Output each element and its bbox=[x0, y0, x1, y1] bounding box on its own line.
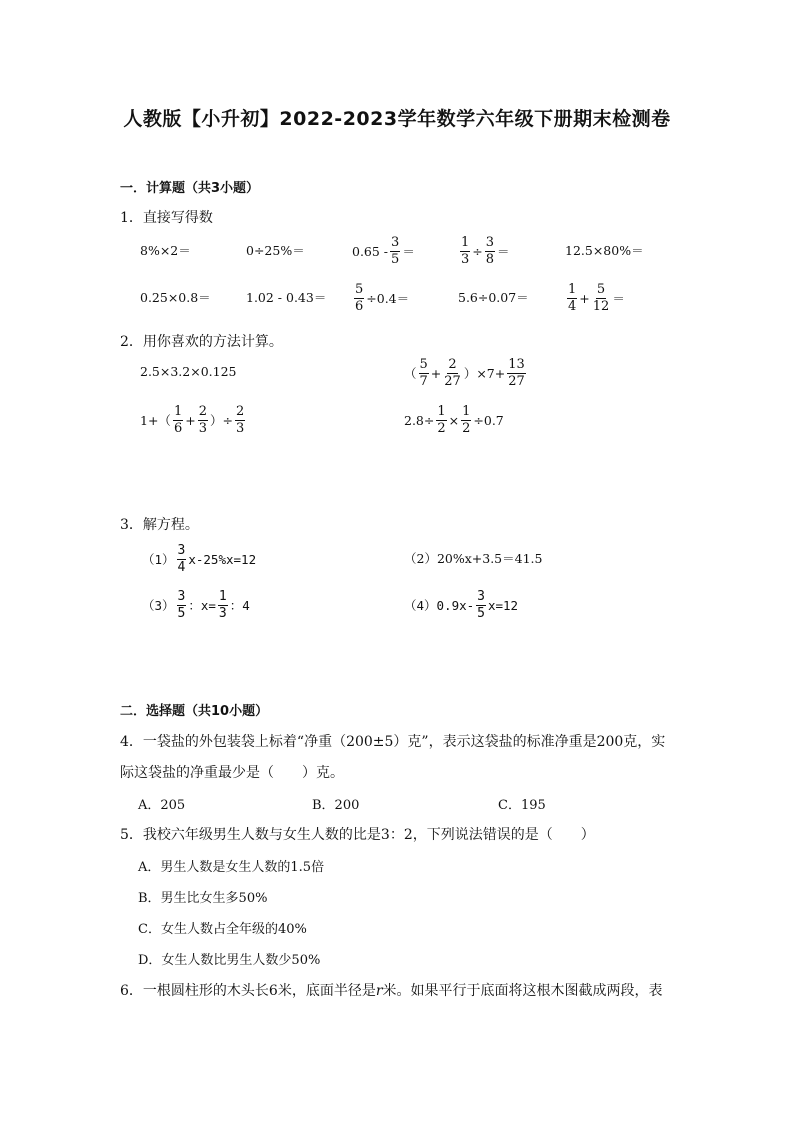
fraction: $\frac{5}{6}$ bbox=[355, 282, 364, 314]
q1-item-r2c5: $\frac{1}{4}$ + $\frac{5}{12}$ ＝ bbox=[568, 282, 625, 314]
q4-option-a[interactable]: A．205 bbox=[138, 798, 186, 813]
document-title: 人教版【小升初】2022-2023学年数学六年级下册期末检测卷 bbox=[123, 108, 671, 130]
q3-equation-1: （1） $\frac{3}{4}$ x-25%x=12 bbox=[142, 543, 257, 575]
q1-item-r1c5: 12.5×80%＝ bbox=[565, 243, 644, 258]
fraction: $\frac{5}{7}$ bbox=[419, 357, 428, 389]
fraction: $\frac{2}{3}$ bbox=[235, 404, 245, 436]
q1-item-r2c1: 0.25×0.8＝ bbox=[140, 290, 211, 305]
fraction: $\frac{3}{5}$ bbox=[391, 235, 400, 267]
fraction: $\frac{1}{3}$ bbox=[461, 235, 470, 267]
fraction: $\frac{3}{5}$ bbox=[177, 589, 186, 621]
question-4-line-2: 际这袋盐的净重最少是（ ）克。 bbox=[120, 765, 344, 781]
q4-option-c[interactable]: C．195 bbox=[498, 798, 546, 813]
fraction: $\frac{1}{2}$ bbox=[437, 404, 446, 436]
q1-item-r1c4: $\frac{1}{3}$ ÷ $\frac{3}{8}$ ＝ bbox=[461, 235, 510, 267]
q3-equation-3: （3） $\frac{3}{5}$ ：x= $\frac{1}{3}$ ：4 bbox=[142, 589, 250, 621]
q5-option-b[interactable]: B．男生比女生多50% bbox=[138, 891, 268, 906]
q3-equation-4: （4）0.9x- $\frac{3}{5}$ x=12 bbox=[404, 589, 519, 621]
fraction: $\frac{3}{5}$ bbox=[477, 589, 485, 621]
q1-item-r2c2: 1.02 - 0.43＝ bbox=[246, 290, 327, 305]
fraction: $\frac{3}{8}$ bbox=[485, 235, 495, 267]
fraction: $\frac{5}{12}$ bbox=[592, 282, 610, 314]
fraction: $\frac{13}{27}$ bbox=[508, 357, 525, 389]
question-1-label: 1．直接写得数 bbox=[120, 210, 213, 226]
q5-option-c[interactable]: C．女生人数占全年级的40% bbox=[138, 922, 307, 937]
q4-option-b[interactable]: B．200 bbox=[312, 798, 360, 813]
q2-expr-d: 2.8÷ $\frac{1}{2}$ × $\frac{1}{2}$ ÷0.7 bbox=[404, 404, 504, 436]
fraction: $\frac{1}{4}$ bbox=[568, 282, 577, 314]
q1-item-r1c1: 8%×2＝ bbox=[140, 243, 191, 258]
question-6-stem: 6．一根圆柱形的木头长6米，底面半径是r米。如果平行于底面将这根木图截成两段，表 bbox=[120, 983, 663, 999]
section-heading-calculation: 一．计算题（共3小题） bbox=[120, 181, 260, 196]
q1-item-r1c3: 0.65 - $\frac{3}{5}$ ＝ bbox=[352, 235, 415, 267]
q1-item-r1c2: 0÷25%＝ bbox=[246, 243, 305, 258]
q3-equation-2: （2）20%x+3.5＝41.5 bbox=[404, 551, 543, 566]
q1-item-r2c4: 5.6÷0.07＝ bbox=[458, 290, 529, 305]
fraction: $\frac{2}{3}$ bbox=[198, 404, 207, 436]
q2-expr-a: 2.5×3.2×0.125 bbox=[140, 364, 237, 379]
fraction: $\frac{1}{6}$ bbox=[173, 404, 183, 436]
section-heading-choice: 二．选择题（共10小题） bbox=[120, 704, 269, 719]
question-4-line-1: 4．一袋盐的外包装袋上标着“净重（200±5）克”，表示这袋盐的标准净重是200克，实 bbox=[120, 734, 666, 750]
q2-expr-c: 1+（ $\frac{1}{6}$ + $\frac{2}{3}$ ）÷ $\frac{2}{3}$ bbox=[140, 404, 245, 436]
fraction: $\frac{1}{2}$ bbox=[462, 404, 471, 436]
question-5-stem: 5．我校六年级男生人数与女生人数的比是3：2，下列说法错误的是（ ） bbox=[120, 827, 595, 843]
question-3-label: 3．解方程。 bbox=[120, 517, 199, 533]
fraction: $\frac{3}{4}$ bbox=[177, 543, 186, 575]
q5-option-d[interactable]: D．女生人数比男生人数少50% bbox=[138, 953, 321, 968]
question-2-label: 2．用你喜欢的方法计算。 bbox=[120, 334, 283, 350]
fraction: $\frac{2}{27}$ bbox=[444, 357, 461, 389]
q2-expr-b: （ $\frac{5}{7}$ + $\frac{2}{27}$ ）×7+ $\frac{13}{27}$ bbox=[404, 357, 525, 389]
fraction: $\frac{1}{3}$ bbox=[218, 589, 227, 621]
q5-option-a[interactable]: A．男生人数是女生人数的1.5倍 bbox=[138, 860, 325, 875]
q1-item-r2c3: $\frac{5}{6}$ ÷0.4＝ bbox=[355, 282, 410, 314]
